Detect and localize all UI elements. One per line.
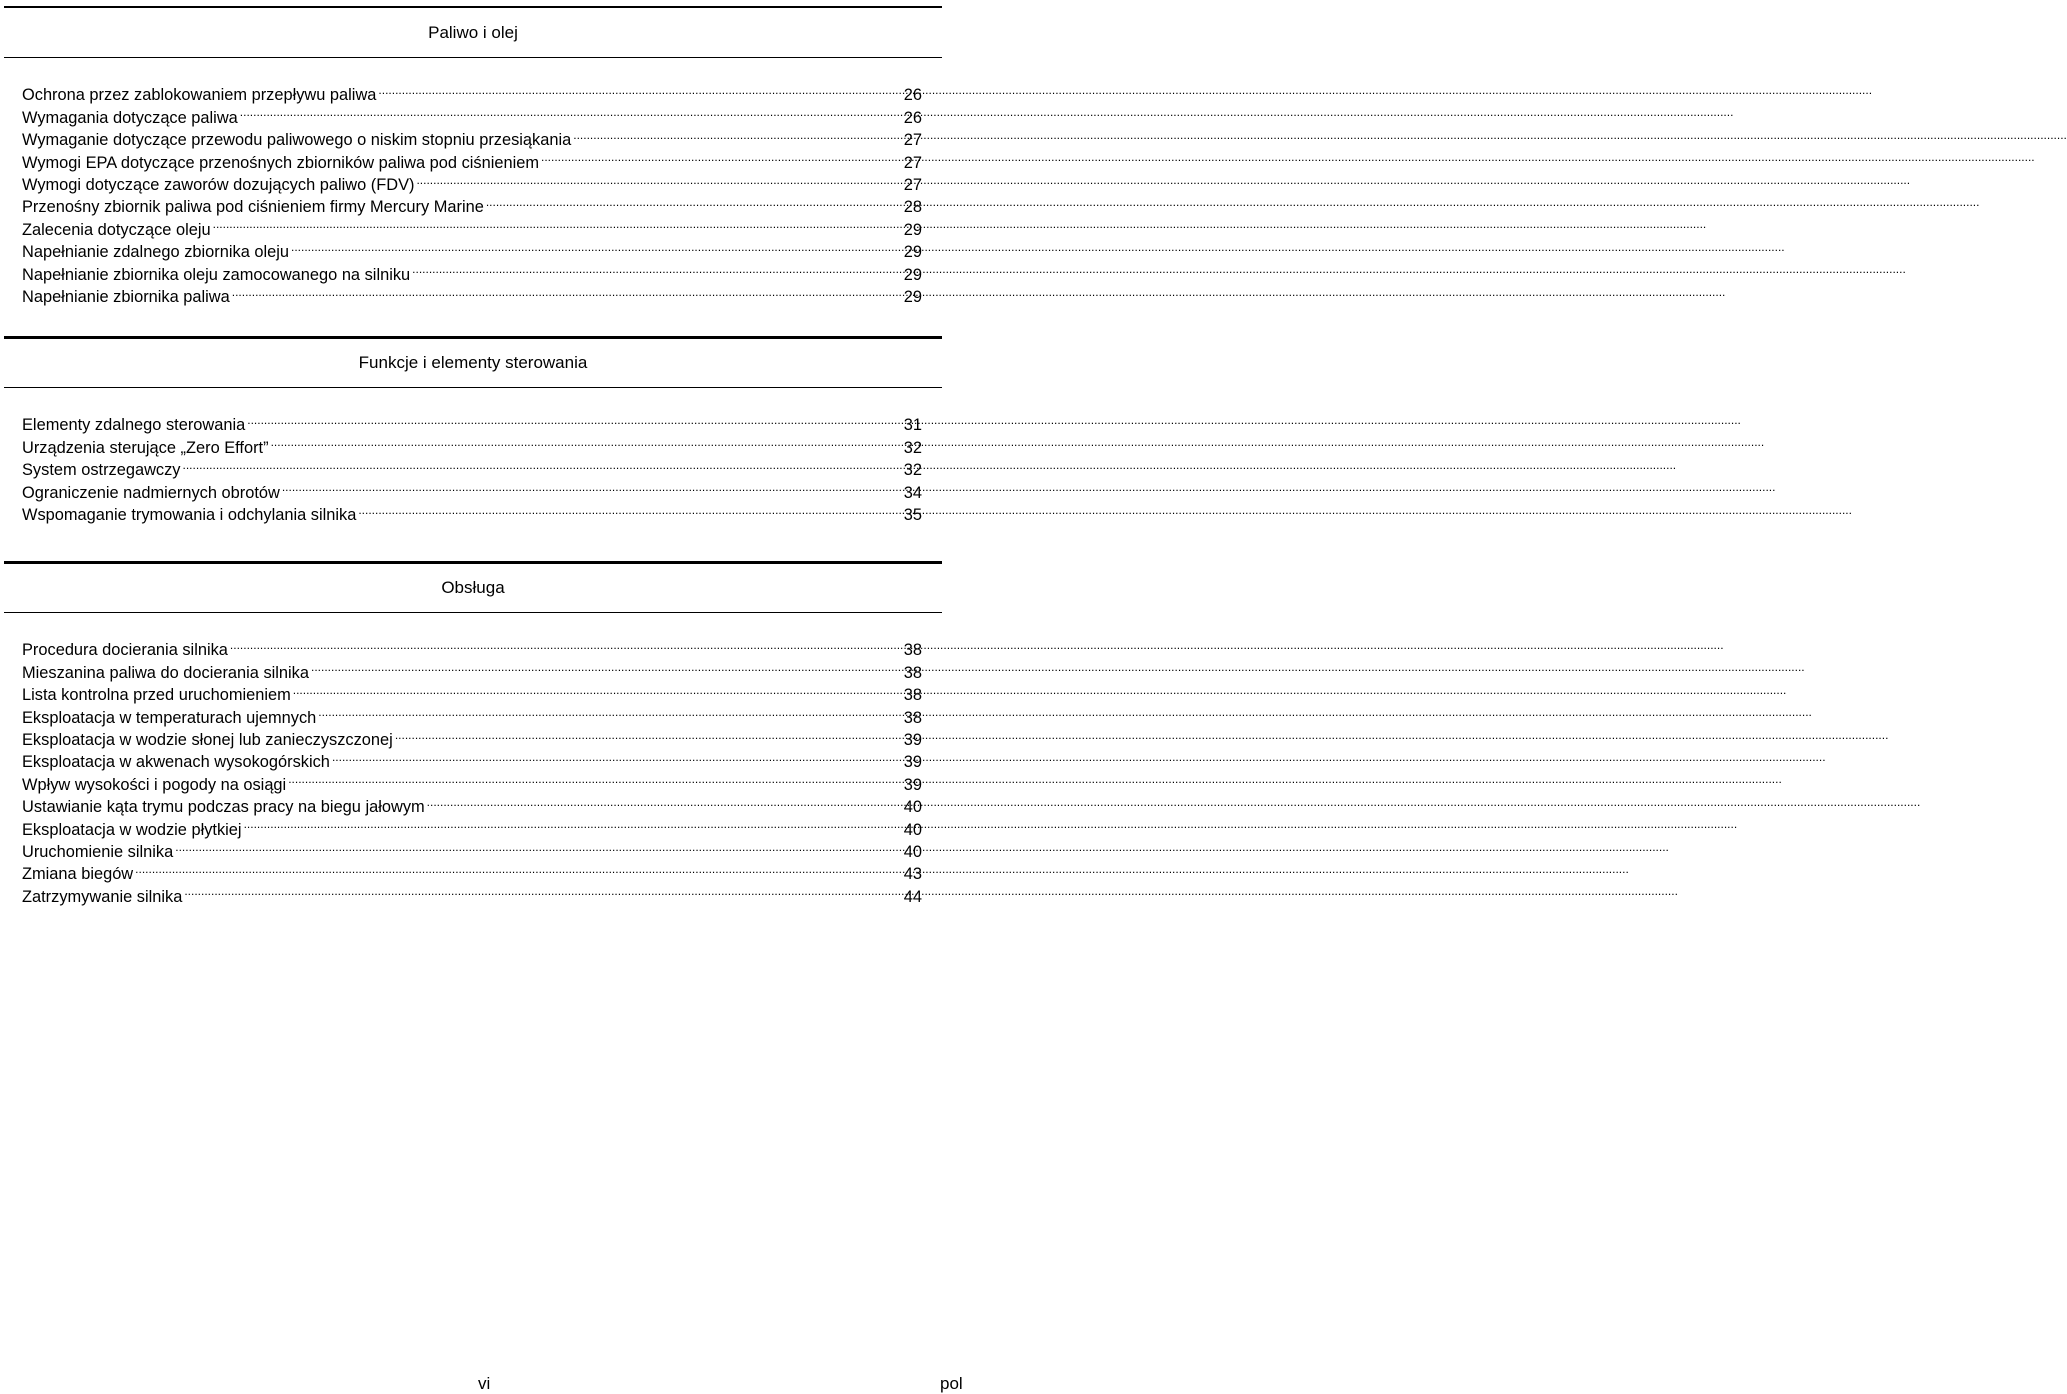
- toc-entry-page: 27: [903, 131, 922, 150]
- toc-entry-page: 32: [903, 461, 922, 480]
- toc-entry-title: Zatrzymywanie silnika: [22, 887, 183, 906]
- toc-dot-leader: [175, 835, 900, 857]
- toc-entry-title: Wymaganie dotyczące przewodu paliwowego o niskim stopniu przesiąkania: [22, 131, 572, 150]
- toc-entry-page: 31: [903, 416, 922, 435]
- toc-list: [22, 78, 922, 306]
- toc-entry-title: Wymogi EPA dotyczące przenośnych zbiorników paliwa pod ciśnieniem: [22, 153, 540, 172]
- toc-entry-title: Wpływ wysokości i pogody na osiągi: [22, 775, 287, 794]
- toc-dot-leader: [271, 430, 900, 452]
- toc-entry-page: 38: [903, 663, 922, 682]
- toc-entry-title: Lista kontrolna przed uruchomieniem: [22, 686, 291, 705]
- toc-dot-leader: [240, 100, 900, 122]
- toc-entry-page: 34: [903, 483, 922, 502]
- toc-entry-title: Eksploatacja w temperaturach ujemnych: [22, 708, 317, 727]
- toc-dot-leader: [230, 633, 900, 655]
- toc-entry-page: 32: [903, 438, 922, 457]
- toc-dot-leader: [395, 723, 900, 745]
- toc-dot-leader: [183, 453, 901, 475]
- toc-dot-leader: [288, 767, 900, 789]
- toc-dot-leader: [244, 812, 900, 834]
- toc-dot-leader: [416, 168, 900, 190]
- toc-section-fuel-oil: [4, 6, 942, 306]
- toc-dot-leader: [378, 78, 900, 100]
- toc-entry-title: Ustawianie kąta trymu podczas pracy na biegu jałowym: [22, 798, 425, 817]
- toc-entry-page: 44: [903, 887, 922, 906]
- toc-entry-title: Zmiana biegów: [22, 865, 134, 884]
- footer-page-number: vi: [478, 1374, 491, 1393]
- toc-dot-leader: [332, 745, 900, 767]
- toc-entry-title: Zalecenia dotyczące oleju: [22, 220, 211, 239]
- toc-dot-leader: [358, 498, 900, 520]
- toc-entry-title: Napełnianie zbiornika paliwa: [22, 287, 230, 306]
- toc-dot-leader: [318, 700, 900, 722]
- toc-entry-page: 29: [903, 287, 922, 306]
- toc-entry[interactable]: [22, 633, 922, 660]
- toc-entry-title: Eksploatacja w akwenach wysokogórskich: [22, 753, 330, 772]
- toc-entry-title: Elementy zdalnego sterowania: [22, 416, 246, 435]
- toc-list: [22, 633, 922, 906]
- toc-entry-page: 43: [903, 865, 922, 884]
- section-title: Funkcje i elementy sterowania: [4, 336, 942, 388]
- toc-entry-title: Mieszanina paliwa do docierania silnika: [22, 663, 309, 682]
- toc-entry-page: 38: [903, 708, 922, 727]
- toc-entry-page: 39: [903, 730, 922, 749]
- toc-dot-leader: [412, 257, 900, 279]
- toc-dot-leader: [232, 280, 900, 302]
- toc-entry-title: Przenośny zbiornik paliwa pod ciśnieniem firmy Mercury Marine: [22, 198, 484, 217]
- toc-dot-leader: [293, 678, 900, 700]
- toc-section-operation: [4, 561, 942, 906]
- toc-entry-title: Eksploatacja w wodzie słonej lub zanieczyszczonej: [22, 730, 393, 749]
- toc-entry-page: 29: [903, 265, 922, 284]
- toc-entry-page: 29: [903, 243, 922, 262]
- toc-entry-page: 26: [903, 108, 922, 127]
- toc-dot-leader: [486, 190, 900, 212]
- toc-entry-title: Ochrona przez zablokowaniem przepływu paliwa: [22, 86, 377, 105]
- toc-entry-title: System ostrzegawczy: [22, 461, 181, 480]
- toc-entry-page: 35: [903, 505, 922, 524]
- toc-dot-leader: [541, 145, 900, 167]
- toc-dot-leader: [247, 408, 900, 430]
- toc-entry-page: 40: [903, 798, 922, 817]
- toc-dot-leader: [573, 123, 900, 145]
- toc-entry-page: 38: [903, 686, 922, 705]
- footer-language-code: pol: [940, 1374, 963, 1393]
- section-title: Paliwo i olej: [4, 6, 942, 58]
- toc-dot-leader: [427, 790, 900, 812]
- toc-entry-title: Napełnianie zdalnego zbiornika oleju: [22, 243, 289, 262]
- toc-entry-title: Uruchomienie silnika: [22, 842, 174, 861]
- toc-entry[interactable]: [22, 408, 922, 435]
- toc-entry-page: 28: [903, 198, 922, 217]
- toc-entry-title: Wymogi dotyczące zaworów dozujących paliwo (FDV): [22, 175, 415, 194]
- toc-entry-page: 39: [903, 753, 922, 772]
- toc-entry-title: Wymagania dotyczące paliwa: [22, 108, 238, 127]
- toc-entry-title: Procedura docierania silnika: [22, 641, 228, 660]
- toc-entry[interactable]: [22, 879, 922, 906]
- toc-entry-title: Napełnianie zbiornika oleju zamocowanego na silniku: [22, 265, 411, 284]
- toc-entry-page: 38: [903, 641, 922, 660]
- toc-entry-page: 27: [903, 153, 922, 172]
- toc-entry-title: Urządzenia sterujące „Zero Effort”: [22, 438, 269, 457]
- toc-entry[interactable]: [22, 857, 922, 884]
- toc-entry-page: 40: [903, 842, 922, 861]
- toc-entry-title: Wspomaganie trymowania i odchylania silnika: [22, 505, 357, 524]
- toc-entry[interactable]: [22, 78, 922, 105]
- toc-entry-page: 40: [903, 820, 922, 839]
- section-title: Obsługa: [4, 561, 942, 613]
- toc-entry-page: 27: [903, 175, 922, 194]
- toc-list: [22, 408, 922, 524]
- toc-entry-page: 29: [903, 220, 922, 239]
- toc-section-features-controls: [4, 336, 942, 524]
- toc-dot-leader: [282, 475, 900, 497]
- toc-entry-title: Ograniczenie nadmiernych obrotów: [22, 483, 280, 502]
- toc-dot-leader: [184, 879, 900, 901]
- toc-dot-leader: [311, 655, 900, 677]
- toc-entry-page: 26: [903, 86, 922, 105]
- toc-dot-leader: [135, 857, 900, 879]
- toc-dot-leader: [291, 235, 900, 257]
- toc-entry-page: 39: [903, 775, 922, 794]
- toc-dot-leader: [213, 212, 900, 234]
- toc-entry-title: Eksploatacja w wodzie płytkiej: [22, 820, 242, 839]
